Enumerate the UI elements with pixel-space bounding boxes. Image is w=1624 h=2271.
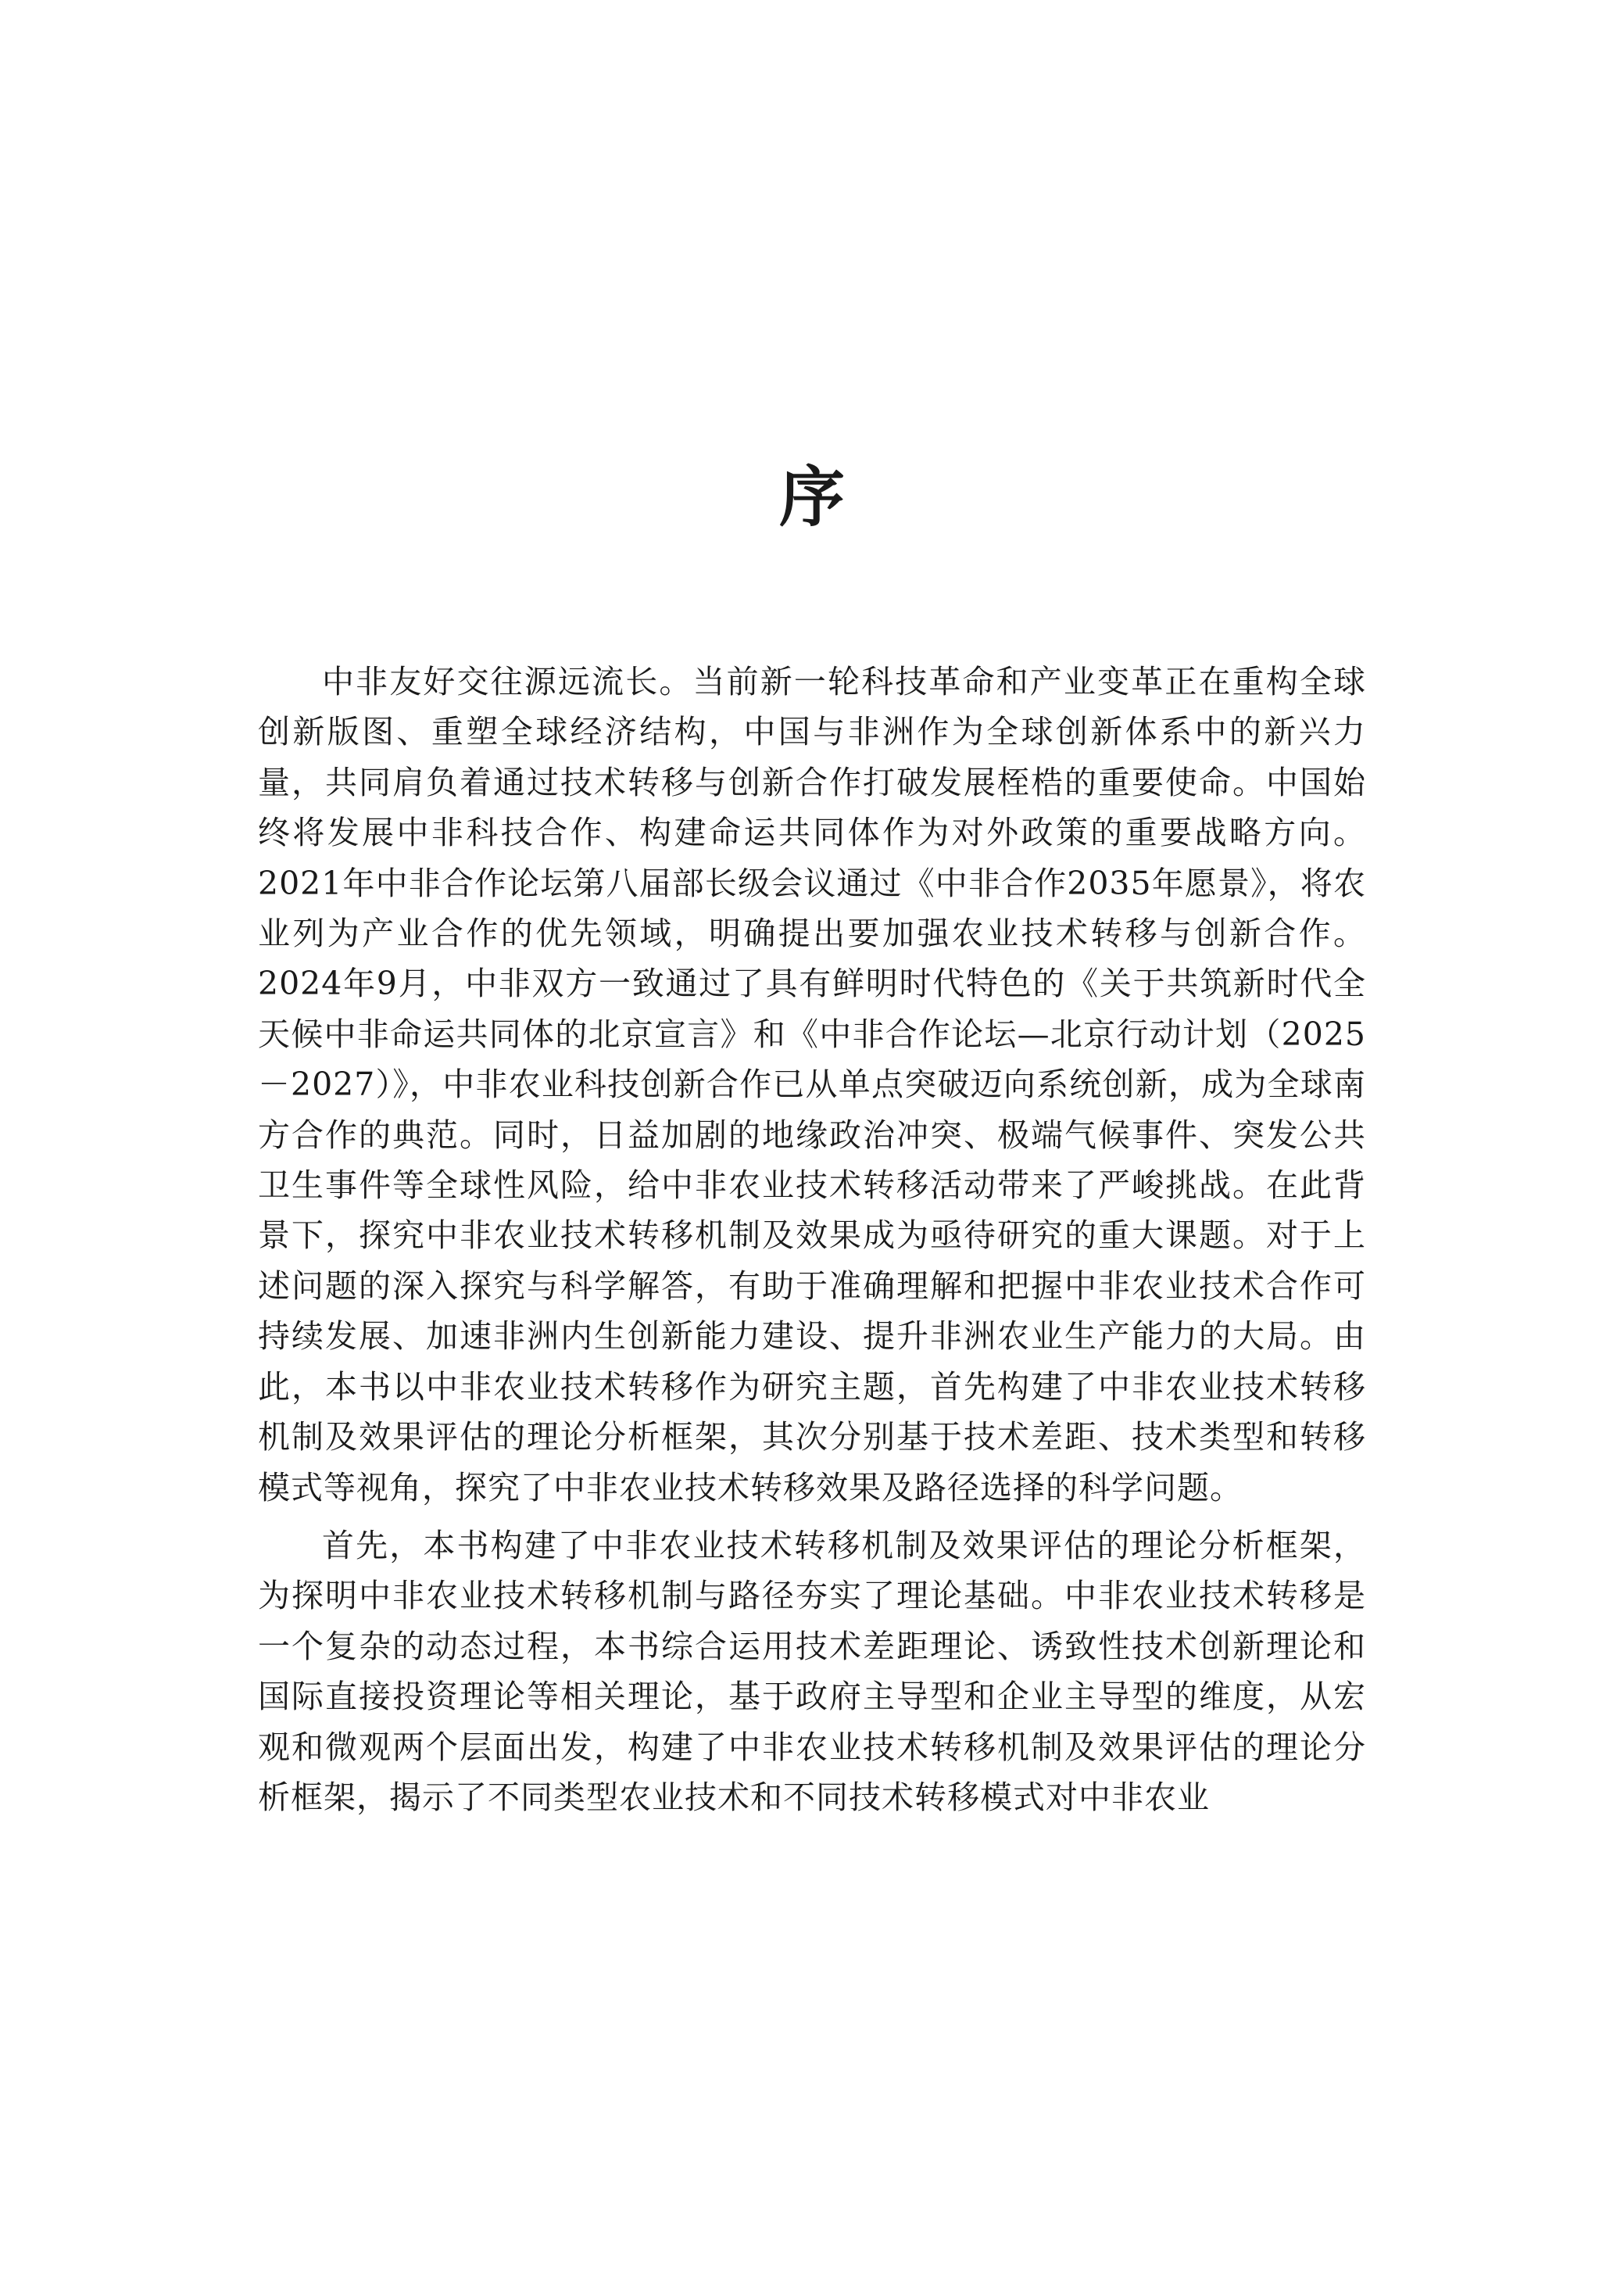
paragraph-1: 中非友好交往源远流长。当前新一轮科技革命和产业变革正在重构全球创新版图、重塑全球经济结构，中国与非洲作为全球创新体系中的新兴力量，共同肩负着通过技术转移与创新合作打破发展桎梏的重要使命。中国始终将发展中非科技合作、构建命运共同体作为对外政策的重要战略方向。2021年中非合作论坛第八届部长级会议通过《中非合作2035年愿景》，将农业列为产业合作的优先领域，明确提出要加强农业技术转移与创新合作。2024年9月，中非双方一致通过了具有鲜明时代特色的《关于共筑新时代全天候中非命运共同体的北京宣言》和《中非合作论坛—北京行动计划（2025－2027）》，中非农业科技创新合作已从单点突破迈向系统创新，成为全球南方合作的典范。同时，日益加剧的地缘政治冲突、极端气候事件、突发公共卫生事件等全球性风险，给中非农业技术转移活动带来了严峻挑战。在此背景下，探究中非农业技术转移机制及效果成为亟待研究的重大课题。对于上述问题的深入探究与科学解答，有助于准确理解和把握中非农业技术合作可持续发展、加速非洲内生创新能力建设、提升非洲农业生产能力的大局。由此，本书以中非农业技术转移作为研究主题，首先构建了中非农业技术转移机制及效果评估的理论分析框架，其次分别基于技术差距、技术类型和转移模式等视角，探究了中非农业技术转移效果及路径选择的科学问题。: [258, 663, 1366, 1506]
page-title: 序: [778, 458, 845, 536]
paragraph-2: 首先，本书构建了中非农业技术转移机制及效果评估的理论分析框架，为探明中非农业技术转移机制与路径夯实了理论基础。中非农业技术转移是一个复杂的动态过程，本书综合运用技术差距理论、诱致性技术创新理论和国际直接投资理论等相关理论，基于政府主导型和企业主导型的维度，从宏观和微观两个层面出发，构建了中非农业技术转移机制及效果评估的理论分析框架，揭示了不同类型农业技术和不同技术转移模式对中非农业: [258, 1526, 1366, 1816]
document-body: [258, 657, 1366, 1830]
